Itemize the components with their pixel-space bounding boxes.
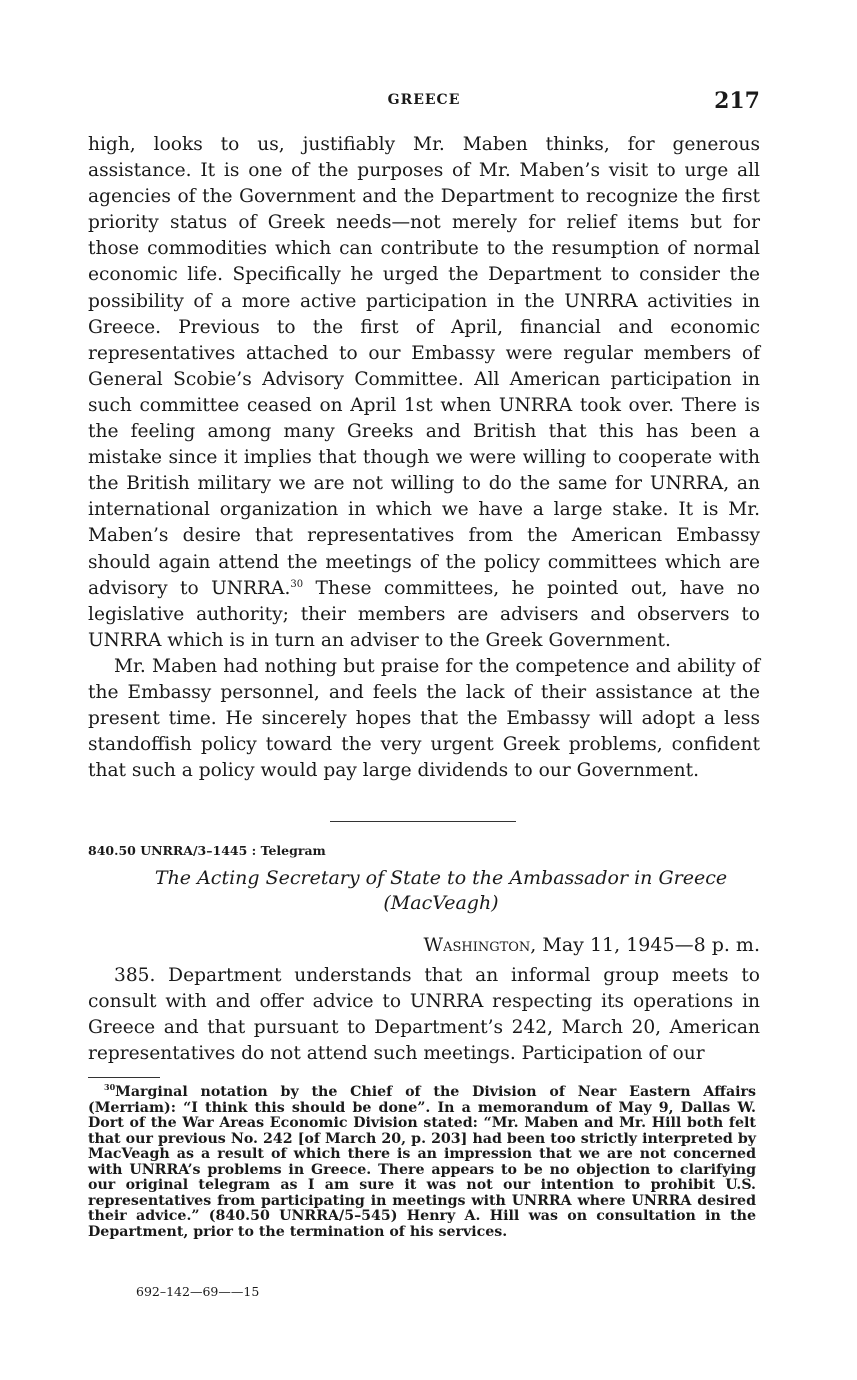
footnote bbox=[88, 1082, 756, 1240]
body-text bbox=[88, 132, 760, 784]
running-title: GREECE bbox=[387, 92, 461, 108]
footnote-mark: 30 bbox=[104, 1082, 116, 1092]
telegram-text: 385. Department understands that an informal group meets to consult with and offer advice to UNRRA respecting its operations in Greece and that pursuant to Department’s 242, March 20, American representatives do not attend such meetings. Participation of our bbox=[88, 965, 760, 1065]
section-divider bbox=[330, 821, 516, 822]
footnote-text: Marginal notation by the Chief of the Division of Near Eastern Affairs (Merriam): “I think this should be done”. In a memorandum of May 9, Dallas W. Dort of the War Areas Economic Division stated: “Mr. Maben and Mr. Hill both felt that our previous No. 242 [of March 20, p. 203] had been too strictly interpreted by MacVeagh as a result of which there is an impression that we are not concerned with UNRRA’s problems in Greece. There appears to be no objection to clarifying our original telegram as I am sure it was not our intention to prohibit U.S. representatives from participating in meetings with UNRRA where UNRRA desired their advice.” (840.50 UNRRA/5–545) Henry A. Hill was on consultation in the Department, prior to the termination of his services. bbox=[88, 1084, 756, 1240]
page-number: 217 bbox=[714, 88, 760, 114]
document-title-line: The Acting Secretary of State to the Ambassador in Greece bbox=[154, 867, 728, 889]
document-title-line: (MacVeagh) bbox=[383, 892, 499, 914]
paragraph-text-continued: These committees, he pointed out, have no legislative authority; their members are advisers and observers to UNRRA which is in turn an adviser to the Greek Government. bbox=[88, 577, 760, 651]
paragraph: Mr. Maben had nothing but praise for the competence and ability of the Embassy personnel, and feels the lack of their assistance at the present time. He sincerely hopes that the Embassy will adopt a less standoffish policy toward the very urgent Greek problems, confident that such a policy would pay large dividends to our Government. bbox=[88, 655, 760, 782]
dateline-date: May 11, 1945—8 p. m. bbox=[536, 934, 760, 956]
file-reference: 840.50 UNRRA/3–1445 : Telegram bbox=[88, 843, 326, 858]
running-head bbox=[88, 88, 760, 116]
footnote-divider bbox=[88, 1077, 160, 1078]
dateline bbox=[424, 934, 760, 956]
dateline-place: Washington, bbox=[423, 934, 537, 956]
paragraph-continued bbox=[88, 132, 760, 654]
footnote-reference: 30 bbox=[290, 578, 304, 590]
document-title bbox=[88, 866, 794, 916]
paragraph-text: high, looks to us, justifiably Mr. Maben thinks, for generous assistance. It is one of the purposes of Mr. Maben’s visit to urge all agencies of the Government and the Department to recognize the first priority status of Greek needs—not merely for relief items but for those commodities which can contribute to the resumption of normal economic life. Specifically he urged the Department to consider the possibility of a more active participation in the UNRRA activities in Greece. Previous to the first of April, financial and economic representatives attached to our Embassy were regular members of General Scobie’s Advisory Committee. All American participation in such committee ceased on April 1st when UNRRA took over. There is the feeling among many Greeks and British that this has been a mistake since it implies that though we were willing to cooperate with the British military we are not willing to do the same for UNRRA, an international organization in which we have a large stake. It is Mr. Maben’s desire that representatives from the American Embassy should again attend the meetings of the policy committees which are advisory to UNRRA. bbox=[88, 134, 760, 599]
printer-mark: 692–142—69——15 bbox=[136, 1284, 260, 1299]
